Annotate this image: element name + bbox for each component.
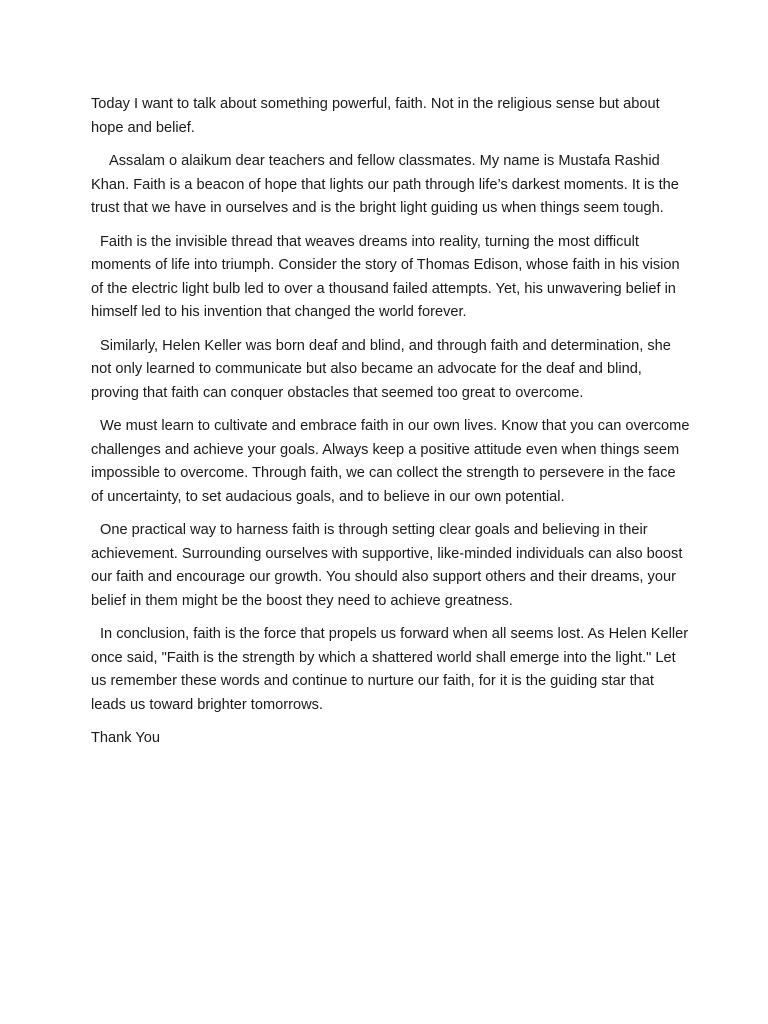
- paragraph-intro: Today I want to talk about something powerful, faith. Not in the religious sense but about hope and belief.: [91, 96, 660, 136]
- paragraph-cultivate: We must learn to cultivate and embrace faith in our own lives. Know that you can overcome challenges and achieve your goals. Always keep a positive attitude even when things seem impossible to overcome. Through faith, we can collect the strength to persevere in the face of uncertainty, to set audacious goals, and to believe in our own potential.: [91, 418, 690, 505]
- paragraph-conclusion: In conclusion, faith is the force that propels us forward when all seems lost. As Helen Keller once said, "Faith is the strength by which a shattered world shall emerge into the light." Let us remember these words and continue to nurture our faith, for it is the guiding star that leads us toward brighter tomorrows.: [91, 626, 689, 713]
- paragraph-edison: Faith is the invisible thread that weaves dreams into reality, turning the most difficult moments of life into triumph. Consider the story of Thomas Edison, whose faith in his vision of the electric light bulb led to over a thousand failed attempts. Yet, his unwavering belief in himself led to his invention that changed the world forever.: [91, 233, 680, 320]
- document-body: [91, 93, 691, 761]
- paragraph-goals: One practical way to harness faith is through setting clear goals and believing in their achievement. Surrounding ourselves with supportive, like-minded individuals can also boost our faith and encourage our growth. You should also support others and their dreams, your belief in them might be the boost they need to achieve greatness.: [91, 522, 683, 609]
- paragraph-greeting: Assalam o alaikum dear teachers and fellow classmates. My name is Mustafa Rashid Khan. Faith is a beacon of hope that lights our path through life’s darkest moments. It is the trust that we have in ourselves and is the bright light guiding us when things seem tough.: [91, 153, 679, 216]
- paragraph-keller: Similarly, Helen Keller was born deaf and blind, and through faith and determination, she not only learned to communicate but also became an advocate for the deaf and blind, proving that faith can conquer obstacles that seemed too great to overcome.: [91, 337, 671, 401]
- paragraph-closing: Thank You: [91, 730, 160, 746]
